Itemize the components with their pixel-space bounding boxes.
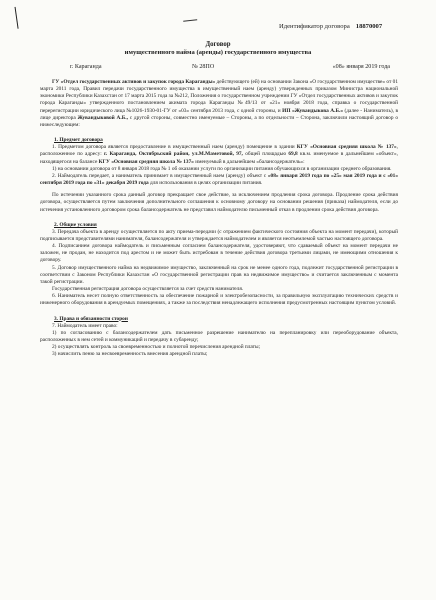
section-heading: 3. Права и обязанности сторон <box>54 315 128 322</box>
clause-text: общей площадью <box>242 151 289 158</box>
clause: По истечении указанного срока данный договор прекращает свое действие, за исключением продления срока договора. Продление срока действия договора, осуществляется путем заключения дополнительного соглашения к основному договору на основании решения (приказа) наймодателя, если до истечения установленного договором срока балансодержатель не представил наймодателю письменный отказ в продлении срока действия договора. <box>40 192 398 213</box>
clause: 4. Подписанием договора наймодатель и письменным согласием балансодержателя, удостоверяют, что сдаваемый объект на момент передачи не заложен, не продан, не находится под арестом и не может быть истребован в течение действия договора третьими лицами, не имеющими отношения к договору. <box>40 243 398 264</box>
clause: Государственная регистрация договора осуществляется за счет средств нанимателя. <box>52 286 244 293</box>
clause-text: для использования в целях организации питания. <box>148 180 263 187</box>
clause-text: 2. Наймодатель передает, а наниматель принимает в имущественный наем (аренду) объект с <box>52 172 268 179</box>
clause: 7. Наймодатель имеет право: <box>52 322 118 329</box>
tenant-name: ИП «Жувандыкова А.Б.» <box>282 107 343 114</box>
preamble-text: действующего (ей) на основании Закона «О государственном имуществе» от 01 марта 2011 года, Правил передачи государственного имущества в имущественный наем (аренду) утвержденных приказом Министра национальной экономики Республики Казахстан от 17 марта 2015 года за №212, Положения о государственном учреждении ГУ «Отдел государственных активов и закупок города Караганды» утвержденного постановлением акимата города Караганды №49/13 от «21» ноября 2018 года, справка о государственной перерегистрации юридического лица №1026-1930-01-ГУ от «03» сентября 2013 года, с одной стороны, и <box>40 79 398 114</box>
section-heading: 1. Предмет договора <box>54 137 103 144</box>
clause-text: именуемый в дальнейшем «балансодержатель»: <box>193 158 305 165</box>
contract-id-label: Идентификатор договора <box>279 23 350 30</box>
clause: 3) начислить пеню за несвоевременность внесения арендной платы; <box>52 351 208 358</box>
clause <box>40 144 398 165</box>
lease-period: «08» января 2019 года по «25» мая 2019 года и с «01» сентября 2019 года по «31» декабря 2019 года <box>40 172 399 187</box>
preamble-text: (далее - Наниматель), в лице директора <box>40 107 398 121</box>
preamble-text: с другой стороны, совместно именуемые – Стороны, а по отдельности – Сторона, заключили настоящий договор о нижеследующем: <box>40 114 398 128</box>
clause: 3. Передача объекта в аренду осуществляется по акту приема-передачи (с отражением фактического состояния объекта на момент передачи), который подписывается представителями нанимателя, балансодержателя и утверждается наймодателем и является неотъемлемой частью настоящего договора. <box>40 228 398 242</box>
contract-body <box>40 79 398 358</box>
clause: 6. Наниматель несет полную ответственность за обеспечение пожарной и электробезопасности, за правильную эксплуатацию технических средств и инженерного оборудования в арендуемых помещениях, а также за последствия ненадлежащего исполнения предусмотренных настоящим пунктом условий. <box>40 293 398 307</box>
object-area: 69,8 <box>288 151 298 158</box>
preamble <box>40 79 398 129</box>
lessor-name: ГУ «Отдел государственных активов и закупок города Караганды» <box>52 79 216 85</box>
clause: 2) осуществлять контроль за своевременностью и полнотой перечисления арендной платы; <box>52 344 261 351</box>
section-heading: 2. Общие условия <box>54 221 97 228</box>
handwritten-mark <box>15 5 31 29</box>
contract-meta <box>70 64 390 70</box>
clause <box>40 173 398 187</box>
contract-number: № 28ПО <box>192 64 215 70</box>
clause: 1) по согласованию с балансодержателем дать письменное разрешение нанимателю на перепланировку или переоборудование объекта, расположенных в нем сетей и коммуникаций и передачу в субаренду; <box>40 329 398 343</box>
clause-text: , расположенное по адресу: <box>40 144 398 158</box>
contract-date: «08» января 2019 года <box>332 64 390 70</box>
contract-city: г. Караганда <box>70 64 102 70</box>
clause-text: кв.м. именуемое в дальнейшем «объект», находящегося на балансе <box>40 151 398 165</box>
object-address: г. Караганда, Октябрьский район, ул.М.Маметовой, 97, <box>103 151 243 158</box>
clause: 1) на основании договора от 8 января 2018 года № 1 об оказании услуги по организации питания обучающихся в организации среднего образования. <box>52 165 392 172</box>
clause-text: 1. Предметом договора является предоставление в имущественный наем (аренду) помещение в здании <box>52 144 297 151</box>
tenant-director: Жувандыковой А.Б., <box>77 114 128 121</box>
handwritten-stroke <box>183 15 197 21</box>
balance-holder-name: КГУ «Основная средняя школа № 137» <box>98 158 194 165</box>
school-name: КГУ «Основная средняя школа № 137» <box>296 144 397 151</box>
contract-id-line <box>279 23 382 30</box>
contract-id-value: 18870007 <box>355 23 383 30</box>
clause: 5. Договор имущественного найма на недвижимое имущество, заключенный на срок не менее одного года, подлежит государственной регистрации в соответствии с Законом Республики Казахстан «О государственной регистрации прав на недвижимое имущество» и считается заключенным с момента такой регистрации. <box>40 264 398 285</box>
document-subtitle: имущественного найма (аренды) государственного имущества <box>124 49 312 56</box>
document-title: Договор <box>205 41 231 48</box>
